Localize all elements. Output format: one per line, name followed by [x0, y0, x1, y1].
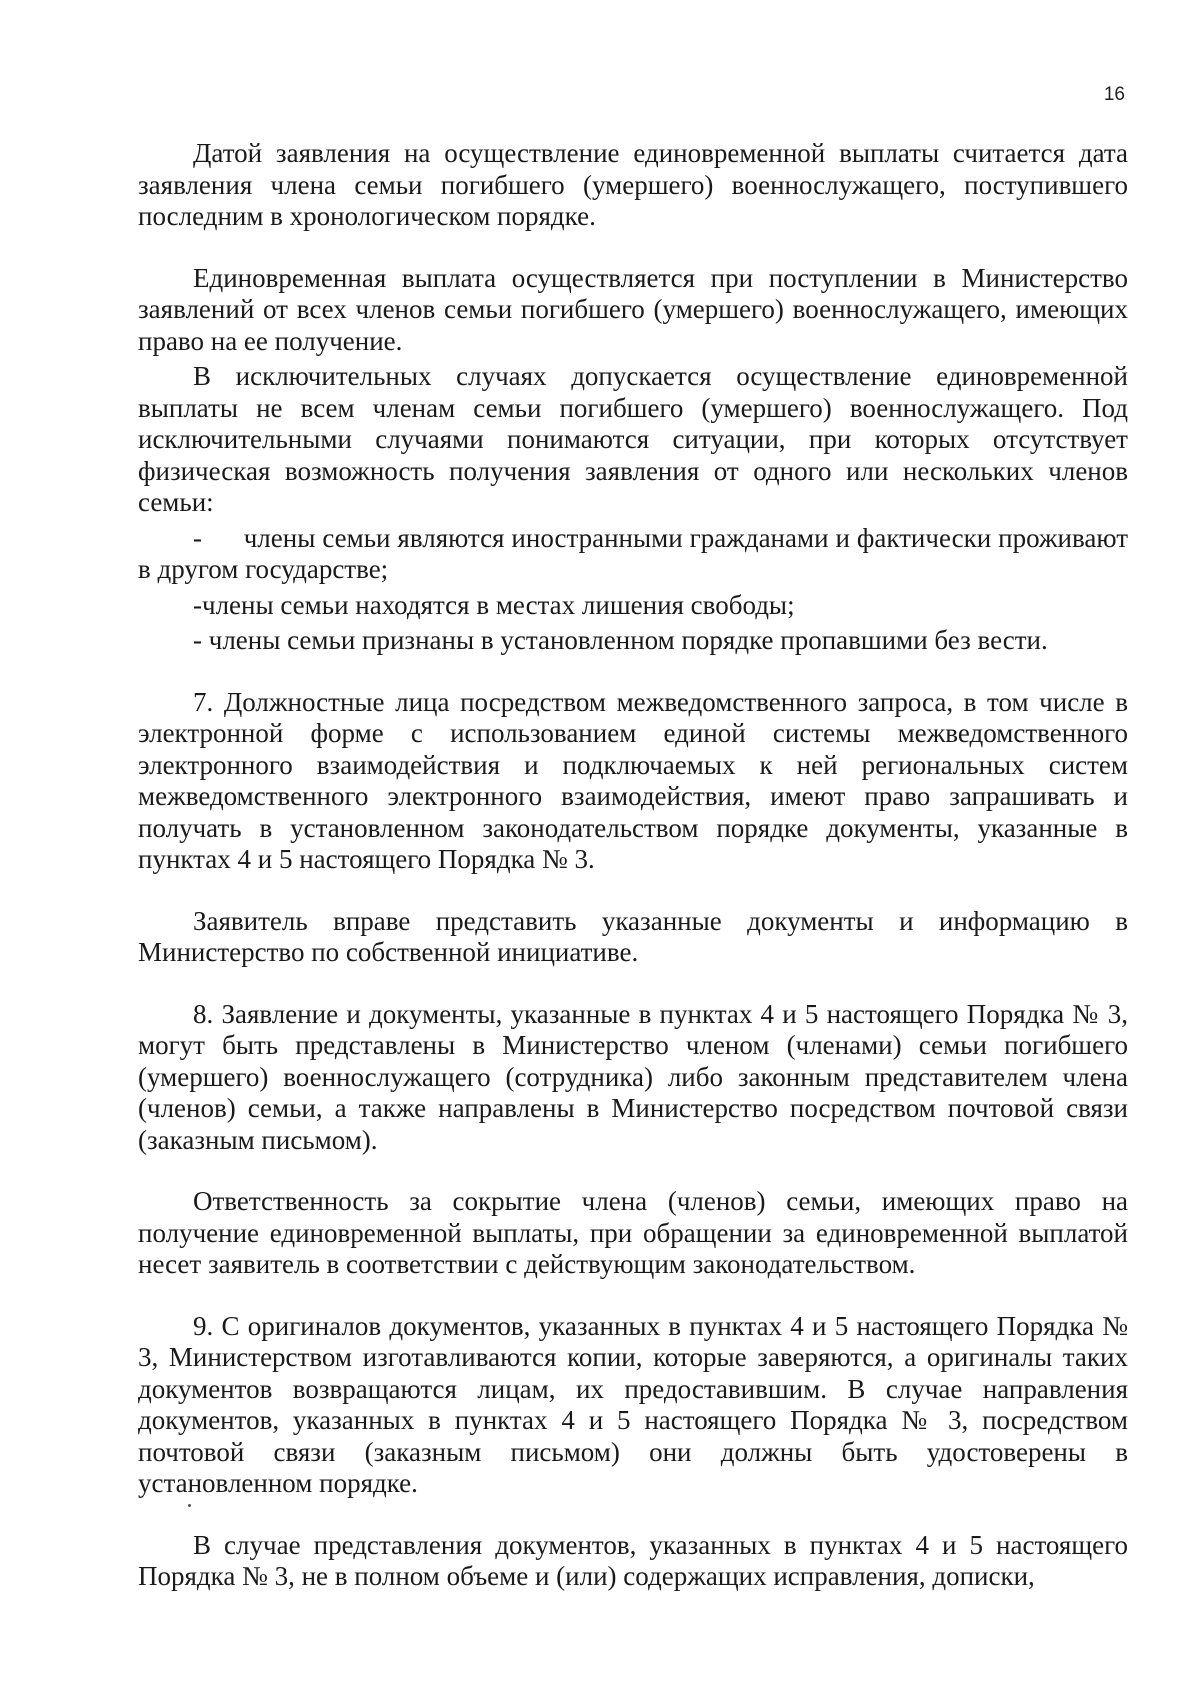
paragraph-responsibility: Ответственность за сокрытие члена (членов) семьи, имеющих право на получение единовременной выплаты, при обращении за единовременной выплатой несет заявитель в соответствии с действующим законодательством. [138, 1186, 1128, 1279]
paragraph-payment-condition: Единовременная выплата осуществляется при поступлении в Министерство заявлений от всех членов семьи погибшего (умершего) военнослужащего, имеющих право на ее получение. [138, 262, 1128, 356]
paragraph-exceptional-cases: В исключительных случаях допускается осуществление единовременной выплаты не всем членам семьи погибшего (умершего) военнослужащего. Под исключительными случаями понимаются ситуации, при которых отсутствует физическая возможность получения заявления от одного или нескольких членов семьи: [138, 361, 1128, 517]
paragraph-applicant-initiative: Заявитель вправе представить указанные документы и информацию в Министерство по собственной инициативе. [138, 905, 1128, 967]
paragraph-section-7: 7. Должностные лица посредством межведомственного запроса, в том числе в электронной форме с использованием единой системы межведомственного электронного взаимодействия и подключаемых к ней региональных систем межведомственного электронного взаимодействия, имеют право запрашивать и получать в установленном законодательством порядке документы, указанные в пунктах 4 и 5 настоящего Порядка № 3. [138, 686, 1128, 874]
paragraph-section-8: 8. Заявление и документы, указанные в пунктах 4 и 5 настоящего Порядка № 3, могут быть представлены в Министерство членом (членами) семьи погибшего (умершего) военнослужащего (сотрудника) либо законным представителем члена (членов) семьи, а также направлены в Министерство посредством почтовой связи (заказным письмом). [138, 998, 1128, 1155]
document-body [138, 138, 1128, 1593]
paragraph-incomplete-documents: В случае представления документов, указанных в пунктах 4 и 5 настоящего Порядка № 3, не в полном объеме и (или) содержащих исправления, дописки, [138, 1529, 1128, 1591]
list-item-foreign-citizens: - члены семьи являются иностранными гражданами и фактически проживают в другом государстве; [138, 522, 1128, 584]
paragraph-section-9: 9. С оригиналов документов, указанных в пунктах 4 и 5 настоящего Порядка № 3, Министерством изготавливаются копии, которые заверяются, а оригиналы таких документов возвращаются лицам, их предоставившим. В случае направления документов, указанных в пунктах 4 и 5 настоящего Порядка № 3, посредством почтовой связи (заказным письмом) они должны быть удостоверены в установленном порядке. [138, 1310, 1128, 1498]
list-item-missing: - члены семьи признаны в установленном порядке пропавшими без вести. [193, 625, 1048, 655]
paragraph-application-date: Датой заявления на осуществление единовременной выплаты считается дата заявления члена семьи погибшего (умершего) военнослужащего, поступившего последним в хронологическом порядке. [138, 138, 1128, 231]
page-number: 16 [1103, 84, 1125, 105]
list-item-imprisonment: -члены семьи находятся в местах лишения свободы; [193, 589, 795, 620]
scan-speck [188, 1504, 191, 1507]
